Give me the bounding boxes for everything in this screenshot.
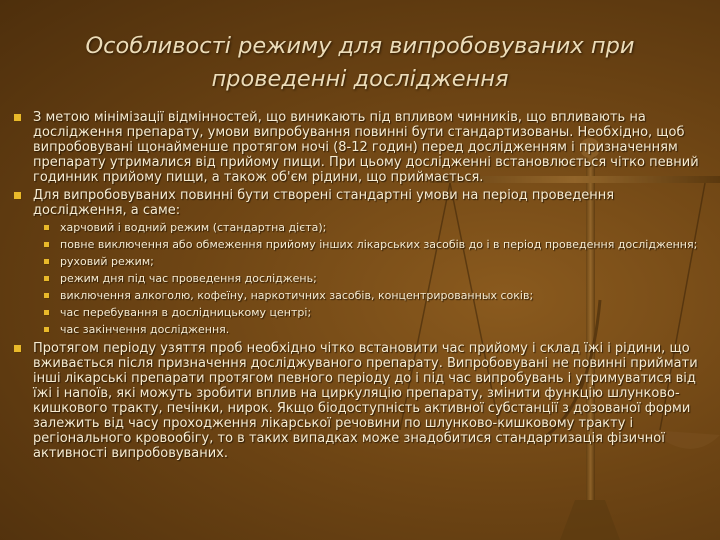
- list-item: виключення алкоголю, кофеїну, наркотичних засобів, концентрированных соків;: [42, 289, 710, 303]
- list-item: час перебування в дослідницькому центрі;: [42, 306, 710, 320]
- list-item: режим дня під час проведення досліджень;: [42, 272, 710, 286]
- list-item: харчовий і водний режим (стандартна дієта);: [42, 221, 710, 235]
- bullet-standardization: З метою мінімізації відмінностей, що виникають під впливом чинників, що впливають на дослідження препарату, умови випробування повинні бути стандартизованы. Необхідно, щоб випробовувані щонайменше протягом ночі (8-12 годин) перед дослідженням і призначенням препарату утрималися від прийому пищи. При цьому дослідженні встановлюється чітко певний годинник прийому пищи, а також об'єм рідини, що приймається.: [12, 110, 710, 185]
- slide-body: [12, 110, 710, 464]
- bullet-standard-conditions: Для випробовуваних повинні бути створені стандартні умови на період проведення дослідження, а саме:: [12, 188, 710, 218]
- list-item: час закінчення дослідження.: [42, 323, 710, 337]
- list-item: руховий режим;: [42, 255, 710, 269]
- conditions-list: [12, 221, 710, 337]
- bullet-sampling-period: Протягом періоду узяття проб необхідно чітко встановити час прийому і склад їжі і рідини, що вживається після призначення досліджуваного препарату. Випробовувані не повинні приймати інші лікарські препарати протягом певного періоду до і під час випробувань і утримуватися від їжі і напоїв, які можуть зробити вплив на циркуляцію препарату, змінити функцію шлунково-кишкового тракту, печінки, нирок. Якщо біодоступність активної субстанції з дозованої форми залежить від часу проходження лікарської речовини по шлунково-кишковому тракту і регіонального кровообігу, то в таких випадках може знадобитися стандартизація фізичної активності випробовуваних.: [12, 341, 710, 461]
- list-item: повне виключення або обмеження прийому інших лікарських засобів до і в період проведення дослідження;: [42, 238, 710, 252]
- slide-title: Особливості режиму для випробовуваних при проведенні дослідження: [85, 33, 635, 92]
